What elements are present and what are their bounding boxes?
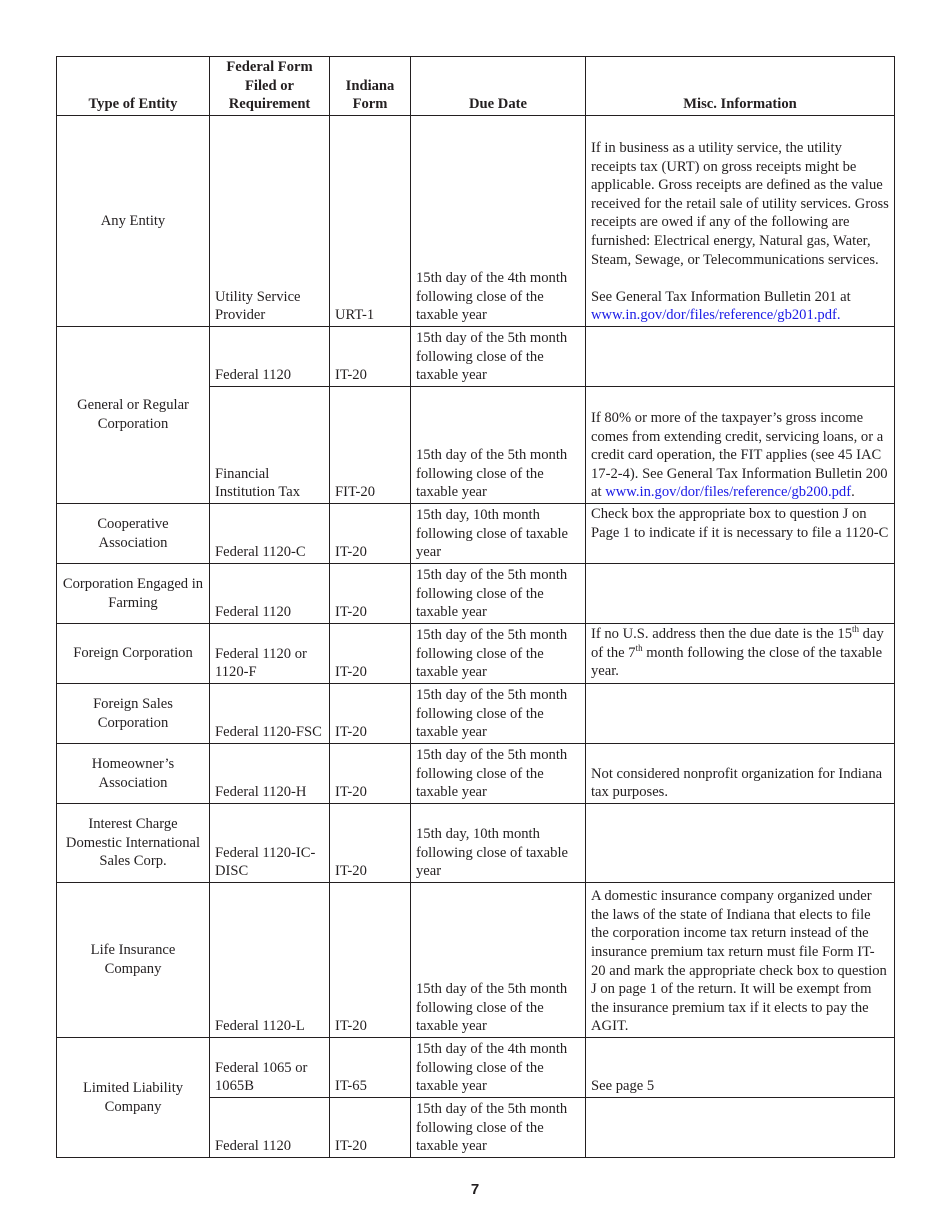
due-date-cell: 15th day of the 5th month following close of the taxable year (411, 387, 586, 504)
misc-text: month following the close of the taxable year. (591, 644, 883, 680)
misc-info-cell (586, 624, 895, 684)
table-header-row (57, 57, 895, 116)
misc-bulletin-text: See General Tax Information Bulletin 201 at (591, 288, 851, 305)
entity-cell: Limited Liability Company (57, 1038, 210, 1158)
federal-form-cell: Federal 1120-L (210, 883, 330, 1038)
misc-text: If in business as a utility service, the utility receipts tax (URT) on gross receipts might be applicable. Gross receipts are defined as the value received for the retail sale of utility services. Gross receipts are owed if any of the following are furnished: Electrical energy, Natural gas, Water, Steam, Sewage, or Telecommunications services. (591, 140, 889, 268)
indiana-form-cell: URT-1 (330, 116, 411, 327)
misc-info-cell (586, 1098, 895, 1158)
federal-form-cell: Federal 1120 (210, 1098, 330, 1158)
federal-form-cell: Federal 1120 (210, 327, 330, 387)
federal-form-cell: Federal 1120-FSC (210, 684, 330, 744)
entity-cell: Foreign Sales Corporation (57, 684, 210, 744)
indiana-form-cell: IT-20 (330, 744, 411, 804)
header-indiana-form: Indiana Form (330, 57, 411, 116)
misc-info-cell (586, 116, 895, 327)
table-row (57, 564, 895, 624)
due-date-cell: 15th day of the 5th month following close of the taxable year (411, 883, 586, 1038)
bulletin-200-link[interactable]: www.in.gov/dor/files/reference/gb200.pdf (605, 484, 852, 501)
misc-info-cell (586, 564, 895, 624)
due-date-cell: 15th day of the 5th month following close of the taxable year (411, 744, 586, 804)
entity-filing-table (56, 56, 895, 1158)
federal-form-cell: Federal 1120-IC-DISC (210, 804, 330, 883)
indiana-form-cell: IT-20 (330, 624, 411, 684)
header-misc-info: Misc. Information (586, 57, 895, 116)
federal-form-cell: Federal 1065 or 1065B (210, 1038, 330, 1098)
indiana-form-cell: IT-20 (330, 804, 411, 883)
due-date-cell: 15th day of the 5th month following close of the taxable year (411, 1098, 586, 1158)
indiana-form-cell: IT-20 (330, 327, 411, 387)
entity-cell: Cooperative Association (57, 504, 210, 564)
federal-form-cell: Federal 1120-H (210, 744, 330, 804)
federal-form-cell: Utility Service Provider (210, 116, 330, 327)
misc-info-cell (586, 327, 895, 387)
table-row (57, 116, 895, 327)
misc-info-cell: See page 5 (586, 1038, 895, 1098)
table-row (57, 883, 895, 1038)
header-federal-form: Federal Form Filed or Requirement (210, 57, 330, 116)
indiana-form-cell: IT-20 (330, 883, 411, 1038)
superscript-th: th (635, 642, 643, 653)
entity-cell: Life Insurance Company (57, 883, 210, 1038)
misc-info-cell: A domestic insurance company organized under the laws of the state of Indiana that elects to file the corporation income tax return instead of the insurance premium tax return must file Form IT-20 and mark the appropriate check box to question J on page 1 of the return. It will be exempt from the insurance premium tax if it elects to pay the AGIT. (586, 883, 895, 1038)
table-row (57, 1038, 895, 1098)
indiana-form-cell: IT-20 (330, 684, 411, 744)
bulletin-201-link[interactable]: www.in.gov/dor/files/reference/gb201.pdf. (591, 307, 841, 324)
indiana-form-cell: IT-20 (330, 564, 411, 624)
superscript-th: th (852, 624, 860, 635)
table-row (57, 804, 895, 883)
table-row (57, 504, 895, 564)
header-entity: Type of Entity (57, 57, 210, 116)
indiana-form-cell: IT-20 (330, 504, 411, 564)
misc-info-cell (586, 387, 895, 504)
misc-info-cell (586, 684, 895, 744)
due-date-cell: 15th day of the 5th month following close of the taxable year (411, 624, 586, 684)
entity-cell: Corporation Engaged in Farming (57, 564, 210, 624)
federal-form-cell: Federal 1120 or 1120-F (210, 624, 330, 684)
entity-cell: Interest Charge Domestic International Sales Corp. (57, 804, 210, 883)
misc-text: day of the 7 (591, 626, 884, 661)
header-due-date: Due Date (411, 57, 586, 116)
due-date-cell: 15th day of the 5th month following close of the taxable year (411, 684, 586, 744)
federal-form-cell: Federal 1120 (210, 564, 330, 624)
due-date-cell: 15th day, 10th month following close of taxable year (411, 804, 586, 883)
due-date-cell: 15th day of the 5th month following close of the taxable year (411, 564, 586, 624)
table-row (57, 744, 895, 804)
entity-cell: General or Regular Corporation (57, 327, 210, 504)
due-date-cell: 15th day, 10th month following close of taxable year (411, 504, 586, 564)
indiana-form-cell: IT-20 (330, 1098, 411, 1158)
indiana-form-cell: FIT-20 (330, 387, 411, 504)
due-date-cell: 15th day of the 5th month following close of the taxable year (411, 327, 586, 387)
misc-text: If no U.S. address then the due date is the 15 (591, 626, 853, 642)
table-row (57, 327, 895, 387)
table-row (57, 624, 895, 684)
federal-form-cell: Federal 1120-C (210, 504, 330, 564)
page-number: 7 (470, 1181, 480, 1198)
misc-text: If 80% or more of the taxpayer’s gross income comes from extending credit, servicing loans, or a credit card operation, the FIT applies (see 45 IAC 17-2-4). See General Tax Information Bulletin 200 at (591, 410, 888, 501)
due-date-cell: 15th day of the 4th month following close of the taxable year (411, 1038, 586, 1098)
table-row (57, 684, 895, 744)
entity-cell: Foreign Corporation (57, 624, 210, 684)
misc-info-cell: Check box the appropriate box to question J on Page 1 to indicate if it is necessary to file a 1120-C (586, 504, 895, 564)
due-date-cell: 15th day of the 4th month following close of the taxable year (411, 116, 586, 327)
indiana-form-cell: IT-65 (330, 1038, 411, 1098)
misc-text-end: . (851, 484, 855, 501)
entity-cell: Homeowner’s Association (57, 744, 210, 804)
misc-bulletin-ref (591, 288, 889, 325)
misc-info-cell: Not considered nonprofit organization for Indiana tax purposes. (586, 744, 895, 804)
misc-info-cell (586, 804, 895, 883)
federal-form-cell: Financial Institution Tax (210, 387, 330, 504)
entity-cell: Any Entity (57, 116, 210, 327)
